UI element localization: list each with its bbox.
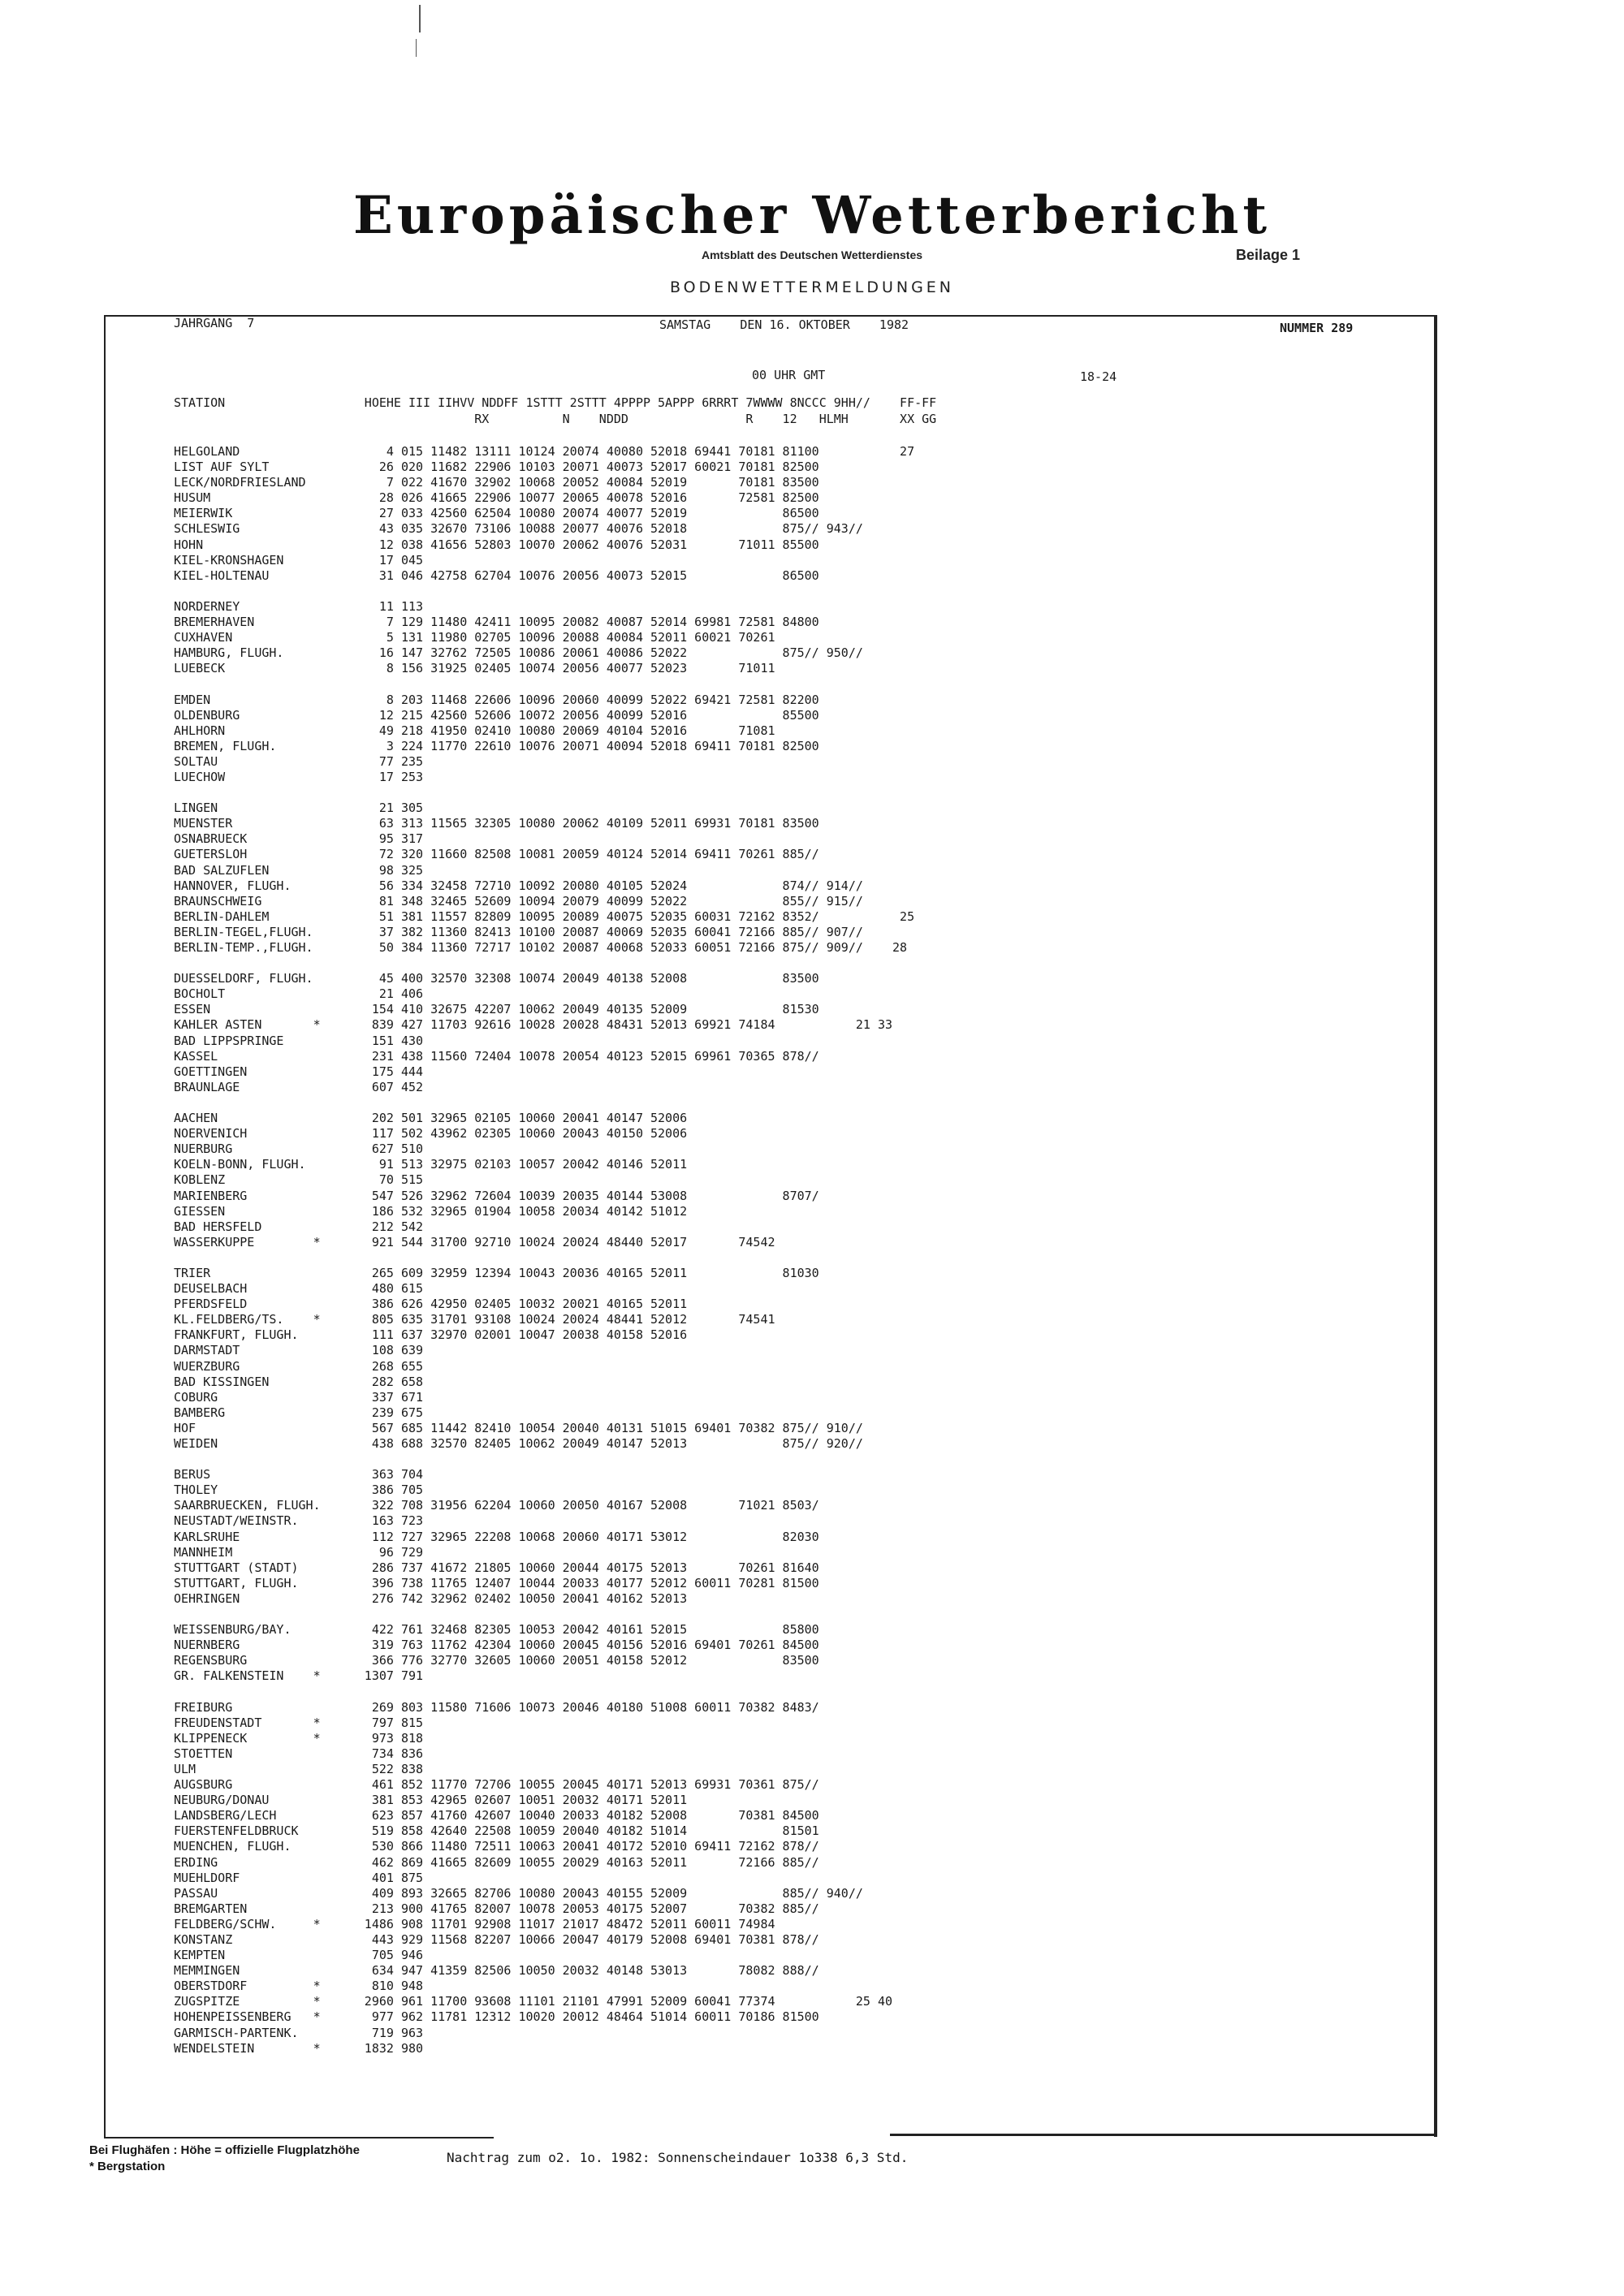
station-row [174,506,1424,521]
station-row [174,1823,1424,1839]
station-row [174,878,1424,894]
station-row-text: ZUGSPITZE * 2960 961 11700 93608 11101 21101 47991 52009 60041 77374 25 40 [174,1994,893,2009]
station-row [174,1530,1424,1545]
station-row-text: FRANKFURT, FLUGH. 111 637 32970 02001 10047 20038 40158 52016 [174,1327,688,1343]
station-row [174,1700,1424,1716]
station-row [174,816,1424,831]
station-row [174,537,1424,553]
station-row-text: ERDING 462 869 41665 82609 10055 20029 40163 52011 72166 885// [174,1854,819,1870]
station-row-text: LECK/NORDFRIESLAND 7 022 41670 32902 10068 20052 40084 52019 70181 83500 [174,475,819,490]
station-row [174,1777,1424,1793]
footnote-airport-height: Bei Flughäfen : Höhe = offizielle Flugplatzhöhe [89,2143,360,2157]
station-row [174,1405,1424,1421]
station-row-text: COBURG 337 671 [174,1389,424,1405]
station-row-text: BOCHOLT 21 406 [174,986,424,1002]
station-row-text: MUENCHEN, FLUGH. 530 866 11480 72511 10063 20041 40172 52010 69411 72162 878// [174,1839,819,1854]
observation-time: 00 UHR GMT [752,368,826,382]
station-row-text: HOHENPEISSENBERG * 977 962 11781 12312 10020 20012 48464 51014 60011 70186 81500 [174,2009,819,2025]
section-title: BODENWETTERMELDUNGEN [669,278,955,296]
station-row-text: DEUSELBACH 480 615 [174,1281,424,1297]
station-row-text: AACHEN 202 501 32965 02105 10060 20041 40147 52006 [174,1111,688,1126]
station-row-text: BERLIN-TEMP.,FLUGH. 50 384 11360 72717 10102 20087 40068 52033 60051 72166 875// 909// 28 [174,940,908,955]
page-subtitle: Amtsblatt des Deutschen Wetterdienstes [701,248,923,261]
station-row [174,1482,1424,1498]
column-header-line-2: RX N NDDD R 12 HLMH XX GG [174,412,937,426]
station-row [174,1034,1424,1049]
station-row [174,1994,1424,2009]
volume-label: JAHRGANG 7 [174,316,255,330]
station-row-text: KIEL-HOLTENAU 31 046 42758 62704 10076 20056 40073 52015 86500 [174,568,819,583]
station-row [174,1219,1424,1235]
station-row [174,770,1424,785]
station-row [174,1668,1424,1684]
station-row-text: GUETERSLOH 72 320 11660 82508 10081 20059 40124 52014 69411 70261 885// [174,847,819,862]
station-row [174,475,1424,490]
station-row-text: ULM 522 838 [174,1761,424,1776]
station-row-text: BERUS 363 704 [174,1467,424,1482]
station-row [174,1638,1424,1653]
beilage-label: Beilage 1 [1236,247,1301,263]
station-row [174,1886,1424,1901]
station-row-text: EMDEN 8 203 11468 22606 10096 20060 40099 52022 69421 72581 82200 [174,692,819,707]
station-row-text: BRAUNLAGE 607 452 [174,1079,424,1094]
station-row [174,1126,1424,1142]
station-row [174,490,1424,506]
station-row [174,460,1424,475]
station-row [174,521,1424,537]
station-row-text: STUTTGART (STADT) 286 737 41672 21805 10060 20044 40175 52013 70261 81640 [174,1560,819,1575]
station-row [174,1513,1424,1529]
station-row-text: BAD HERSFELD 212 542 [174,1219,424,1234]
station-row [174,1716,1424,1731]
station-row-text: LIST AUF SYLT 26 020 11682 22906 10103 20071 40073 52017 60021 70181 82500 [174,460,819,475]
station-row [174,1189,1424,1204]
station-row-text: KEMPTEN 705 946 [174,1948,424,1963]
group-separator [174,1452,1424,1467]
frame-border-right [1434,315,1437,2137]
station-row [174,1948,1424,1963]
station-row [174,1297,1424,1312]
station-row-text: WENDELSTEIN * 1832 980 [174,2040,424,2056]
station-row [174,1871,1424,1886]
station-row [174,1421,1424,1436]
station-row-text: NEUSTADT/WEINSTR. 163 723 [174,1513,424,1529]
station-row [174,1017,1424,1033]
station-row-text: FUERSTENFELDBRUCK 519 858 42640 22508 10059 20040 40182 51014 81501 [174,1823,819,1839]
station-row [174,909,1424,925]
station-row [174,2026,1424,2041]
station-row [174,1576,1424,1591]
station-row [174,1979,1424,1994]
station-row-text: SCHLESWIG 43 035 32670 73106 10088 20077 40076 52018 875// 943// [174,521,863,537]
station-row-text: GIESSEN 186 532 32965 01904 10058 20034 40142 51012 [174,1203,688,1219]
station-row-text: SOLTAU 77 235 [174,753,424,769]
station-row [174,1731,1424,1746]
station-row-text: LINGEN 21 305 [174,801,424,816]
station-row [174,1157,1424,1172]
station-row-text: PASSAU 409 893 32665 82706 10080 20043 40155 52009 885// 940// [174,1885,863,1901]
group-separator [174,956,1424,971]
station-row-text: NORDERNEY 11 113 [174,598,424,614]
station-row [174,1343,1424,1358]
frame-border-bottom-left [104,2137,494,2138]
station-row [174,553,1424,568]
station-row [174,1932,1424,1948]
station-row [174,2041,1424,2056]
station-row [174,693,1424,708]
station-row-text: BERLIN-DAHLEM 51 381 11557 82809 10095 20089 40075 52035 60031 72162 8352/ 25 [174,908,915,924]
station-row [174,1002,1424,1017]
station-row-text: MUEHLDORF 401 875 [174,1870,424,1885]
station-row [174,1312,1424,1327]
station-row [174,1467,1424,1482]
station-row-text: NEUBURG/DONAU 381 853 42965 02607 10051 20032 40171 52011 [174,1793,688,1808]
station-row-text: BAD LIPPSPRINGE 151 430 [174,1033,424,1048]
page-title: Europäischer Wetterbericht [353,185,1271,246]
group-separator [174,1095,1424,1111]
station-row-text: STUTTGART, FLUGH. 396 738 11765 12407 10044 20033 40177 52012 60011 70281 81500 [174,1575,819,1590]
station-row [174,1793,1424,1808]
issue-number: NUMMER 289 [1280,321,1354,335]
station-row-text: DUESSELDORF, FLUGH. 45 400 32570 32308 10074 20049 40138 52008 83500 [174,971,819,986]
station-row-text: BRAUNSCHWEIG 81 348 32465 52609 10094 20079 40099 52022 855// 915// [174,893,863,908]
station-row [174,971,1424,986]
station-row-text: BREMERHAVEN 7 129 11480 42411 10095 20082 40087 52014 69981 72581 84800 [174,615,819,630]
station-row-text: DARMSTADT 108 639 [174,1343,424,1358]
station-row-text: GR. FALKENSTEIN * 1307 791 [174,1668,424,1684]
station-row [174,1281,1424,1297]
station-row [174,925,1424,940]
station-row-text: SAARBRUECKEN, FLUGH. 322 708 31956 62204 10060 20050 40167 52008 71021 8503/ [174,1498,819,1513]
station-row [174,661,1424,676]
station-row-text: BREMEN, FLUGH. 3 224 11770 22610 10076 20071 40094 52018 69411 70181 82500 [174,738,819,753]
station-row [174,1436,1424,1452]
station-row-text: GOETTINGEN 175 444 [174,1064,424,1079]
station-row-text: HOHN 12 038 41656 52803 10070 20062 40076 52031 71011 85500 [174,537,819,552]
station-row-text: PFERDSFELD 386 626 42950 02405 10032 20021 40165 52011 [174,1297,688,1312]
station-row-text: KLIPPENECK * 973 818 [174,1730,424,1746]
station-row-text: HANNOVER, FLUGH. 56 334 32458 72710 10092 20080 40105 52024 874// 914// [174,878,863,893]
station-row [174,1142,1424,1157]
station-row-text: LUECHOW 17 253 [174,769,424,784]
station-row-text: OLDENBURG 12 215 42560 52606 10072 20056 40099 52016 85500 [174,707,819,723]
station-row-text: ESSEN 154 410 32675 42207 10062 20049 40135 52009 81530 [174,1002,819,1017]
station-row [174,615,1424,630]
station-row [174,2009,1424,2025]
station-row [174,1545,1424,1560]
station-row [174,1064,1424,1080]
station-row-text: MANNHEIM 96 729 [174,1544,424,1560]
station-row [174,1622,1424,1638]
station-row-text: WEISSENBURG/BAY. 422 761 32468 82305 10053 20042 40161 52015 85800 [174,1622,819,1638]
station-row [174,1375,1424,1390]
station-row [174,1111,1424,1126]
group-separator [174,676,1424,692]
station-row-text: KIEL-KRONSHAGEN 17 045 [174,552,424,568]
station-row [174,801,1424,816]
station-row-text: KOBLENZ 70 515 [174,1172,424,1188]
scan-mark [416,39,417,57]
station-row [174,940,1424,956]
group-separator [174,1685,1424,1700]
station-row-text: MEMMINGEN 634 947 41359 82506 10050 20032 40148 53013 78082 888// [174,1963,819,1979]
station-row-text: OSNABRUECK 95 317 [174,831,424,847]
scan-mark [419,5,421,32]
station-row-text: AUGSBURG 461 852 11770 72706 10055 20045 40171 52013 69931 70361 875// [174,1777,819,1793]
station-row [174,894,1424,909]
station-row [174,645,1424,661]
addendum-note: Nachtrag zum o2. 1o. 1982: Sonnenscheindauer 1o338 6,3 Std. [447,2150,909,2165]
station-row [174,1498,1424,1513]
station-row [174,1746,1424,1762]
station-row [174,739,1424,754]
station-row-text: FREIBURG 269 803 11580 71606 10073 20046 40180 51008 60011 70382 8483/ [174,1699,819,1715]
station-row-text: FREUDENSTADT * 797 815 [174,1715,424,1730]
station-row [174,444,1424,460]
station-row-text: KAHLER ASTEN * 839 427 11703 92616 10028 20028 48431 52013 69921 74184 21 33 [174,1017,893,1033]
station-row [174,1560,1424,1576]
group-separator [174,584,1424,599]
station-row-text: BAD KISSINGEN 282 658 [174,1374,424,1389]
station-row [174,1917,1424,1932]
station-row [174,1204,1424,1219]
station-row-text: HUSUM 28 026 41665 22906 10077 20065 40078 52016 72581 82500 [174,490,819,506]
station-row-text: HAMBURG, FLUGH. 16 147 32762 72505 10086 20061 40086 52022 875// 950// [174,645,863,661]
station-row [174,986,1424,1002]
station-row-text: WEIDEN 438 688 32570 82405 10062 20049 40147 52013 875// 920// [174,1436,863,1451]
station-row-text: KONSTANZ 443 929 11568 82207 10066 20047 40179 52008 69401 70381 878// [174,1932,819,1947]
station-row-text: KOELN-BONN, FLUGH. 91 513 32975 02103 10057 20042 40146 52011 [174,1157,688,1172]
station-row [174,1901,1424,1917]
group-separator [174,1250,1424,1266]
station-row [174,1855,1424,1871]
station-row-text: NOERVENICH 117 502 43962 02305 10060 20043 40150 52006 [174,1126,688,1142]
station-row-text: OEHRINGEN 276 742 32962 02402 10050 20041 40162 52013 [174,1590,688,1606]
station-row-text: NUERBURG 627 510 [174,1142,424,1157]
station-row [174,1839,1424,1854]
station-row [174,1266,1424,1281]
station-row-text: REGENSBURG 366 776 32770 32605 10060 20051 40158 52012 83500 [174,1653,819,1668]
station-row [174,1359,1424,1375]
station-row-text: KASSEL 231 438 11560 72404 10078 20054 40123 52015 69961 70365 878// [174,1048,819,1064]
station-row-text: HELGOLAND 4 015 11482 13111 10124 20074 40080 52018 69441 70181 81100 27 [174,444,915,459]
station-row-text: CUXHAVEN 5 131 11980 02705 10096 20088 40084 52011 60021 70261 [174,630,775,645]
station-row-text: WASSERKUPPE * 921 544 31700 92710 10024 20024 48440 52017 74542 [174,1234,775,1249]
station-row [174,1963,1424,1979]
station-row [174,599,1424,615]
station-row-text: STOETTEN 734 836 [174,1746,424,1761]
station-row-text: FELDBERG/SCHW. * 1486 908 11701 92908 11017 21017 48472 52011 60011 74984 [174,1916,775,1931]
station-row-text: AHLHORN 49 218 41950 02410 10080 20069 40104 52016 71081 [174,723,775,738]
station-row-text: BAD SALZUFLEN 98 325 [174,862,424,878]
time-range-label: 18-24 [1080,369,1117,384]
station-row [174,1049,1424,1064]
station-row-text: OBERSTDORF * 810 948 [174,1979,424,1994]
station-table [174,444,1424,2056]
station-row [174,708,1424,723]
group-separator [174,785,1424,801]
station-row-text: KARLSRUHE 112 727 32965 22208 10068 20060 40171 53012 82030 [174,1529,819,1544]
station-row [174,863,1424,878]
station-row [174,1235,1424,1250]
station-row-text: LANDSBERG/LECH 623 857 41760 42607 10040 20033 40182 52008 70381 84500 [174,1808,819,1823]
station-row [174,847,1424,862]
station-row [174,1080,1424,1095]
station-row [174,1808,1424,1823]
station-row-text: GARMISCH-PARTENK. 719 963 [174,2025,424,2040]
footnote-mountain-station: * Bergstation [89,2160,166,2173]
station-row-text: HOF 567 685 11442 82410 10054 20040 40131 51015 69401 70382 875// 910// [174,1420,863,1435]
station-row [174,630,1424,645]
station-row-text: BREMGARTEN 213 900 41765 82007 10078 20053 40175 52007 70382 885// [174,1901,819,1916]
station-row [174,723,1424,739]
station-row-text: TRIER 265 609 32959 12394 10043 20036 40165 52011 81030 [174,1265,819,1280]
station-row-text: MEIERWIK 27 033 42560 62504 10080 20074 40077 52019 86500 [174,506,819,521]
station-row [174,1327,1424,1343]
frame-border-bottom [890,2134,1437,2136]
station-row [174,1653,1424,1668]
station-row-text: MARIENBERG 547 526 32962 72604 10039 20035 40144 53008 8707/ [174,1188,819,1203]
station-row-text: LUEBECK 8 156 31925 02405 10074 20056 40077 52023 71011 [174,661,775,676]
date-label: SAMSTAG DEN 16. OKTOBER 1982 [659,317,909,332]
station-row-text: MUENSTER 63 313 11565 32305 10080 20062 40109 52011 69931 70181 83500 [174,816,819,831]
station-row [174,1762,1424,1777]
station-row-text: NUERNBERG 319 763 11762 42304 10060 20045 40156 52016 69401 70261 84500 [174,1638,819,1653]
station-row [174,1172,1424,1188]
station-row [174,1390,1424,1405]
column-header-line-1: STATION HOEHE III IIHVV NDDFF 1STTT 2STTT 4PPPP 5APPP 6RRRT 7WWWW 8NCCC 9HH// FF-FF [174,395,937,410]
station-row [174,831,1424,847]
station-row-text: KL.FELDBERG/TS. * 805 635 31701 93108 10024 20024 48441 52012 74541 [174,1312,775,1327]
station-row-text: BERLIN-TEGEL,FLUGH. 37 382 11360 82413 10100 20087 40069 52035 60041 72166 885// 907// [174,924,863,939]
station-row-text: BAMBERG 239 675 [174,1405,424,1420]
station-row [174,754,1424,770]
station-row-text: WUERZBURG 268 655 [174,1358,424,1374]
station-row-text: THOLEY 386 705 [174,1482,424,1498]
station-row [174,1591,1424,1607]
station-row [174,568,1424,584]
group-separator [174,1607,1424,1622]
